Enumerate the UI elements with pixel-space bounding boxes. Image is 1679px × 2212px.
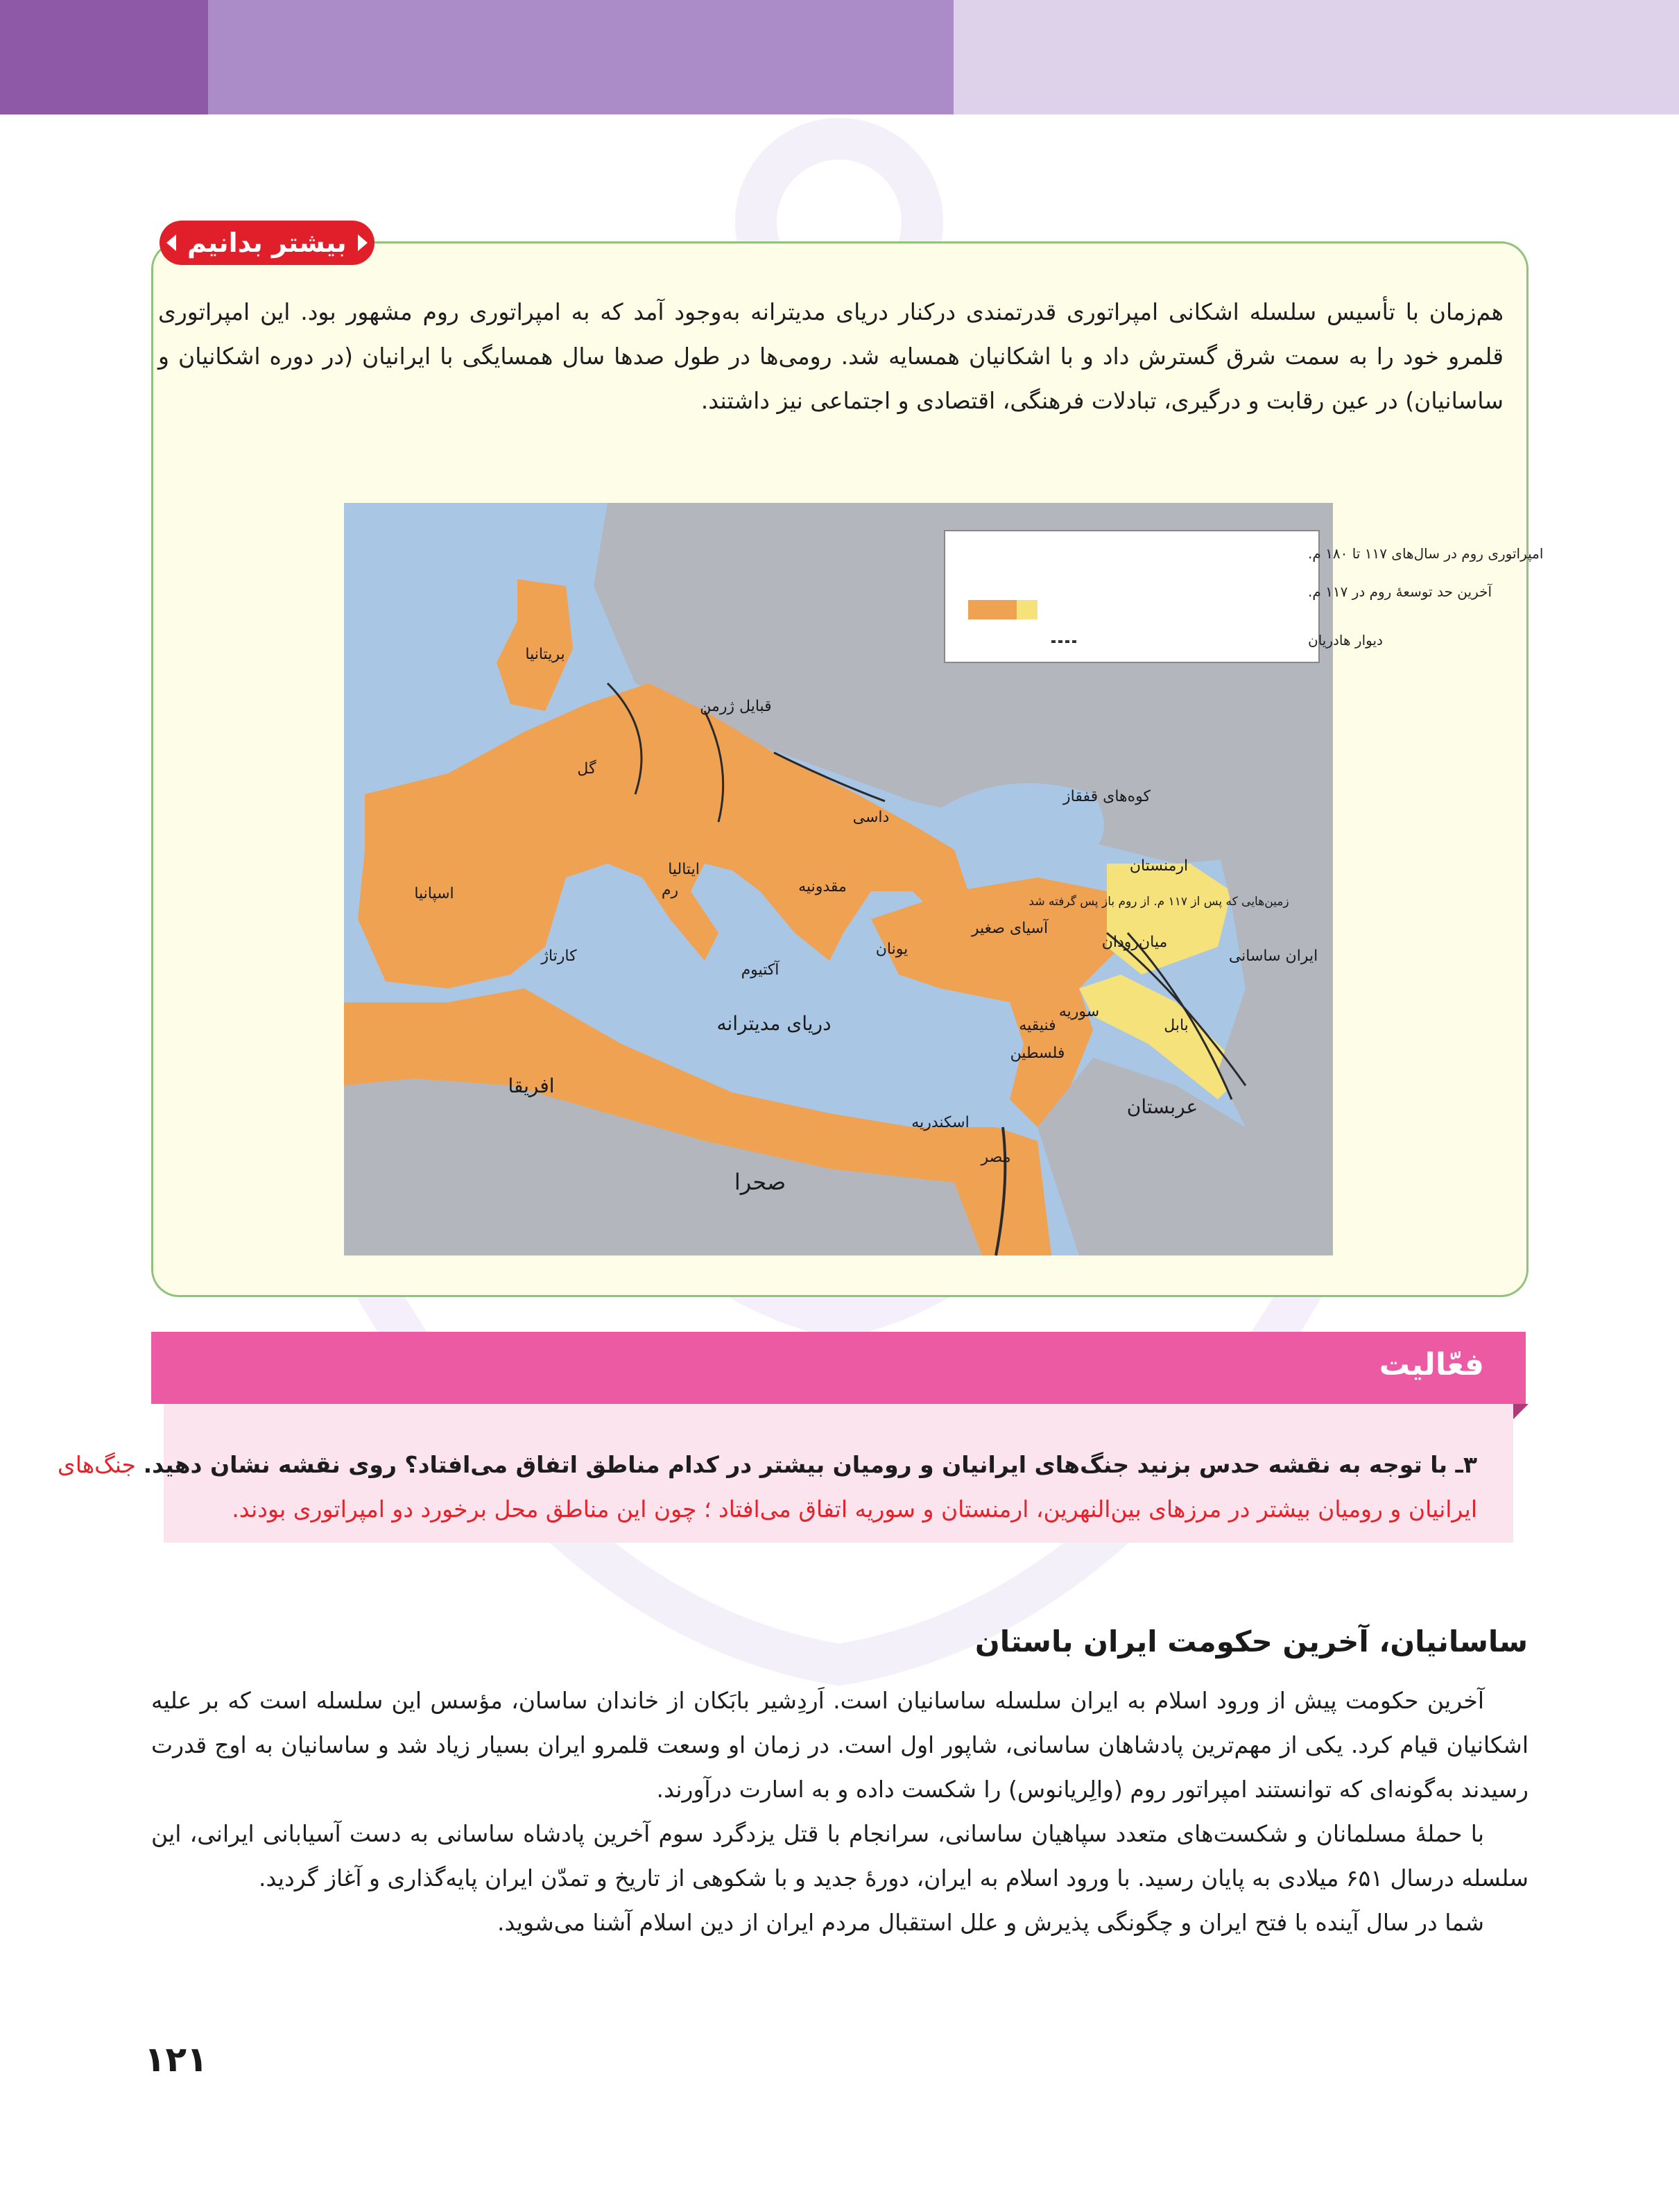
tag-arrow-left-icon — [166, 234, 176, 251]
map-label-mesopotamia: میان‌رودان — [1101, 934, 1168, 951]
map-label-dacia: داسی — [852, 809, 890, 826]
header-band-light — [954, 0, 1679, 114]
map-label-macedonia: مقدونیه — [798, 878, 847, 895]
map-label-sahara: صحرا — [734, 1169, 786, 1195]
map-label-egypt: مصر — [981, 1149, 1011, 1166]
legend-swatch-empire — [968, 600, 1017, 619]
activity-title: فعّالیت — [1379, 1347, 1484, 1382]
map-label-palestine: فلسطین — [1010, 1045, 1065, 1062]
activity-text — [28, 1443, 1477, 1532]
map-legend-box — [945, 531, 1319, 662]
know-more-paragraph: هم‌زمان با تأسیس سلسله اشکانی امپراتوری قدرتمندی درکنار دریای مدیترانه به‌وجود آمد که به امپراتوری روم مشهور بود. این امپراتوری قلمرو خود را به سمت شرق گسترش داد و با اشکانیان همسایه شد. رومی‌ها در طول صدها سال همسایگی با ایرانیان (در دوره اشکانیان و ساسانیان) در عین رقابت و درگیری، تبادلات فرهنگی، اقتصادی و اجتماعی نیز داشتند. — [158, 298, 1504, 414]
activity-header — [151, 1332, 1526, 1404]
legend-item-2: آخرین حد توسعهٔ روم در ۱۱۷ م. — [1308, 583, 1492, 600]
legend-item-1: امپراتوری روم در سال‌های ۱۱۷ تا ۱۸۰ م. — [1308, 545, 1544, 562]
know-more-tag — [160, 221, 374, 265]
map-label-babylon: بابل — [1164, 1017, 1189, 1034]
section-body — [151, 1679, 1529, 1945]
roman-empire-map — [344, 503, 1544, 1255]
legend-item-3: دیوار هادریان — [1308, 632, 1383, 649]
map-label-phoenicia: فنیقیه — [1019, 1017, 1056, 1034]
header-band-mid — [208, 0, 954, 114]
page-number: ۱۲۱ — [144, 2039, 208, 2080]
map-label-greece: یونان — [875, 941, 909, 958]
tag-arrow-right-icon — [358, 234, 368, 251]
map-label-italy: ایتالیا — [668, 861, 700, 878]
map-label-alexandria: اسکندریه — [911, 1114, 970, 1131]
map-label-britannia: بریتانیا — [525, 646, 565, 663]
section-paragraph-1: آخرین حکومت پیش از ورود اسلام به ایران سلسله ساسانیان است. اَردِشیر بابَکان از خاندان ساسان، مؤسس این سلسله است که بر علیه اشکانیان قیام کرد. یکی از مهم‌ترین پادشاهان ساسانی، شاپور اول است. در زمان او وسعت قلمرو ایران بسیار زیاد شد و ساسانیان به اوج قدرت رسیدند به‌گونه‌ای که توانستند امپراتور روم (والِریانوس) را شکست داده و به اسارت درآورند. — [151, 1687, 1529, 1803]
map-label-lost-lands: زمین‌هایی که پس از ۱۱۷ م. از روم باز پس گرفته شد — [1028, 895, 1289, 909]
header-band — [0, 0, 1679, 114]
map-label-carthage: کارتاژ — [541, 948, 577, 965]
map-label-gaul: گل — [577, 760, 596, 778]
section-paragraph-3: شما در سال آینده با فتح ایران و چگونگی پذیرش و علل استقبال مردم ایران از دین اسلام آشنا می‌شوید. — [497, 1909, 1484, 1936]
legend-swatch-lost — [1017, 600, 1037, 619]
map-label-spain: اسپانیا — [414, 885, 454, 902]
map-label-asia-minor: آسیای صغیر — [971, 920, 1049, 937]
map-label-sasanian-iran: ایران ساسانی — [1228, 948, 1318, 965]
map-label-rome: رم — [661, 882, 679, 899]
activity-fold — [1513, 1404, 1529, 1419]
header-band-dark — [0, 0, 208, 114]
section-paragraph-2: با حملهٔ مسلمانان و شکست‌های متعدد سپاهیان ساسانی، سرانجام با قتل یزدگرد سوم آخرین پادشاه ساسانی به دست آسیابانی ایرانی، این سلسله درسال ۶۵۱ میلادی به پایان رسید. با ورود اسلام به ایران، دورهٔ جدید و با شکوهی از تاریخ و تمدّن ایران پایه‌گذاری و آغاز گردید. — [151, 1820, 1529, 1892]
map-label-arabia: عربستان — [1126, 1095, 1198, 1118]
map-label-actium: آکتیوم — [741, 961, 780, 979]
know-more-tag-label: بیشتر بدانیم — [187, 228, 347, 258]
activity-answer: جنگ‌های ایرانیان و رومیان بیشتر در مرزهای بین‌النهرین، ارمنستان و سوریه اتفاق می‌افتاد ؛ چون این مناطق محل برخورد دو امپراتوری بودند. — [57, 1451, 1477, 1523]
activity-question: ۳ـ با توجه به نقشه حدس بزنید جنگ‌های ایرانیان و رومیان بیشتر در کدام مناطق اتفاق می‌افتاد؟ روی نقشه نشان دهید. — [143, 1451, 1477, 1478]
map-label-mediterranean: دریای مدیترانه — [716, 1012, 832, 1035]
map-label-africa: افریقا — [508, 1074, 555, 1097]
map-label-caucasus: کوه‌های قفقاز — [1063, 788, 1151, 805]
map-label-german-tribes: قبایل ژرمن — [700, 698, 772, 715]
map-label-armenia: ارمنستان — [1129, 857, 1189, 875]
map-label-syria: سوریه — [1058, 1003, 1100, 1020]
section-heading: ساسانیان، آخرین حکومت ایران باستان — [974, 1624, 1528, 1658]
